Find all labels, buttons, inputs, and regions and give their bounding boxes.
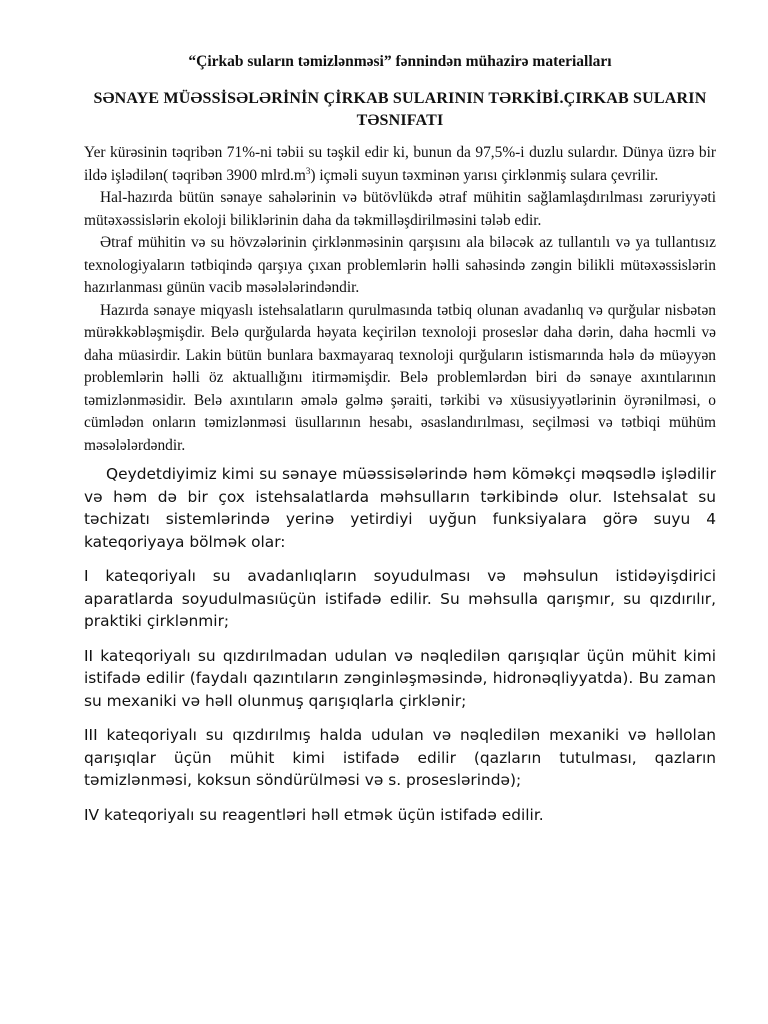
categories-section bbox=[84, 463, 716, 826]
document-page bbox=[84, 0, 716, 838]
paragraph-industrial-installations: Hazırda sənaye miqyaslı istehsalatların qurulmasında tətbiq olunan avadanlıq və qurğular nisbətən mürəkkəbləşmişdir. Belə qurğularda həyata keçirilən texnoloji proseslər daha dərin, daha həcmli və daha müasirdir. Lakin bütün bunlara baxmayaraq texnoloji qurğuların istismarında hələ də müəyyən problemlərin həlli öz aktuallığını itirməmişdir. Belə problemlərdən biri də sənaye axıntılarının təmizlənməsidir. Belə axıntıların əmələ gəlmə şəraiti, tərkibi və xüsusiyyətlərinin öyrənilməsi, o cümlədən onların təmizlənməsi üsullarının hesabı, əsaslandırılması, seçilməsi və tətbiqi mühüm məsələlərdəndir. bbox=[84, 301, 716, 454]
course-title: “Çirkab suların təmizlənməsi” fənnindən mühazirə materialları bbox=[188, 53, 612, 70]
paragraph-technologies: Ətraf mühitin və su hövzələrinin çirklənməsinin qarşısını ala biləcək az tullantılı və ya tullantısız texnologiyaların tətbiqində qarşıya çıxan problemlərin həlli sahəsində zəngin bilikli mütəxəssislərin hazırlanması günün vacib məsələlərindəndir. bbox=[84, 234, 716, 296]
paragraph-text: ) içməli suyun təxminən yarısı çirklənmiş sulara çevrilir. bbox=[310, 166, 659, 184]
paragraph-industry-ecology: Hal-hazırda bütün sənaye sahələrinin və bütövlükdə ətraf mühitin sağlamlaşdırılması zəruriyyəti mütəxəssislərin ekoloji biliklərinin daha da təkmilləşdirilməsini tələb edir. bbox=[84, 189, 716, 229]
category-4: IV kateqoriyalı su reagentləri həll etmək üçün istifadə edilir. bbox=[84, 805, 544, 824]
paragraph-categories-intro: Qeydetdiyimiz kimi su sənaye müəssisələrində həm köməkçi məqsədlə işlədilir və həm də bir çox istehsalatlarda məhsulların tərkibində olur. Istehsalat su təchizatı sistemlərində yerinə yetirdiyi uyğun funksiyalara görə suyu 4 kateqoriyaya bölmək olar: bbox=[84, 465, 716, 551]
category-3: III kateqoriyalı su qızdırılmış halda udulan və nəqledilən mexaniki və həllolan qarışıqlar üçün mühit kimi istifadə edilir (qazların tutulması, qazların təmizlənməsi, koksun söndürülməsi və s. proseslərində); bbox=[84, 726, 716, 789]
category-2: II kateqoriyalı su qızdırılmadan udulan və nəqledilən qarışıqlar üçün mühit kimi istifadə edilir (faydalı qazıntıların zənginləşməsində, hidronəqliyyatda). Bu zaman su mexaniki və həll olunmuş qarışıqlarla çirklənir; bbox=[84, 646, 716, 710]
category-1: I kateqoriyalı su avadanlıqların soyudulması və məhsulun istidəyişdirici aparatlarda soyudulmasıüçün istifadə edilir. Su məhsulla qarışmır, su qızdırılır, praktiki çirklənmir; bbox=[84, 567, 716, 630]
lecture-title: SƏNAYE MÜƏSSİSƏLƏRİNİN ÇİRKAB SULARININ TƏRKİBİ.ÇIRKAB SULARIN TƏSNIFATI bbox=[93, 90, 707, 129]
intro-section bbox=[84, 142, 716, 457]
paragraph-text: Yer kürəsinin təqribən 71%-ni təbii su təşkil edir ki, bunun da 97,5%-i duzlu sulardır. Dünya üzrə bir ildə işlədilən( təqribən 3900 mlrd.m bbox=[84, 144, 716, 184]
paragraph-water-statistics bbox=[84, 142, 716, 187]
superscript: 3 bbox=[305, 165, 311, 176]
